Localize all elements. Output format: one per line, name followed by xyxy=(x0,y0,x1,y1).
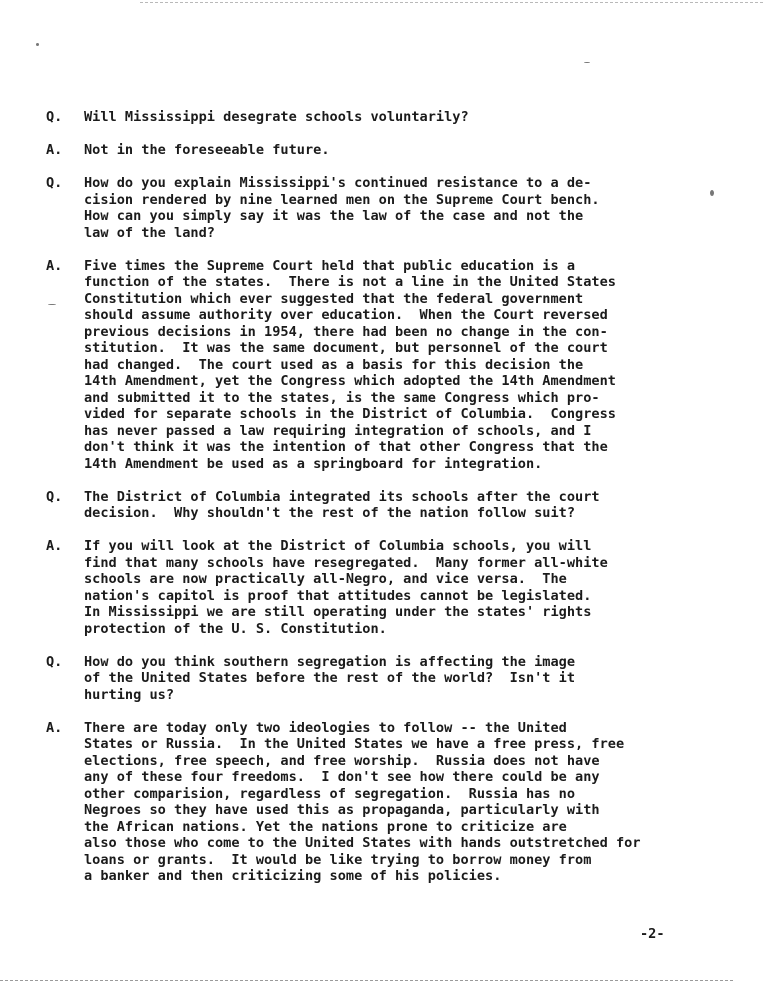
text-line: schools are now practically all-Negro, and vice versa. The xyxy=(84,571,567,587)
text-line: find that many schools have resegregated. Many former all-white xyxy=(84,554,608,571)
text-line: has never passed a law requiring integration of schools, and I xyxy=(84,422,592,439)
bottom-edge-marks xyxy=(0,980,733,981)
text-line: elections, free speech, and free worship. Russia does not have xyxy=(84,752,600,769)
text-line: stitution. It was the same document, but personnel of the court xyxy=(84,340,608,356)
answer-marker: A. xyxy=(46,719,63,736)
top-edge-marks xyxy=(140,2,763,3)
text-line: States or Russia. In the United States we have a free press, free xyxy=(84,736,625,752)
text-line: hurting us? xyxy=(84,686,175,703)
text-line: and submitted it to the states, is the same Congress which pro- xyxy=(84,389,600,406)
answer-marker: A. xyxy=(46,142,63,158)
text-line: Not in the foreseeable future. xyxy=(84,142,330,158)
question-entry xyxy=(46,175,736,241)
text-line: any of these four freedoms. I don't see how there could be any xyxy=(84,769,600,785)
question-entry xyxy=(46,489,736,522)
answer-text xyxy=(84,258,736,473)
question-marker: Q. xyxy=(46,653,63,670)
answer-marker: A. xyxy=(46,538,63,554)
text-line: 14th Amendment, yet the Congress which adopted the 14th Amendment xyxy=(84,373,616,389)
text-line: nation's capitol is proof that attitudes cannot be legislated. xyxy=(84,587,592,604)
text-line: don't think it was the intention of that other Congress that the xyxy=(84,439,608,455)
text-line: How do you think southern segregation is affecting the image xyxy=(84,653,576,670)
question-text xyxy=(84,175,736,241)
answer-entry xyxy=(46,538,736,637)
text-line: cision rendered by nine learned men on the Supreme Court bench. xyxy=(84,191,600,208)
text-line: had changed. The court used as a basis for this decision the xyxy=(84,356,584,373)
text-line: previous decisions in 1954, there had been no change in the con- xyxy=(84,323,608,340)
answer-entry xyxy=(46,258,736,473)
answer-entry xyxy=(46,142,736,159)
answer-text xyxy=(84,720,736,885)
text-line: There are today only two ideologies to follow -- the United xyxy=(84,719,567,736)
text-line: Five times the Supreme Court held that public education is a xyxy=(84,257,576,274)
answer-text xyxy=(84,142,736,159)
text-line: a banker and then criticizing some of his policies. xyxy=(84,868,502,884)
text-line: How can you simply say it was the law of the case and not the xyxy=(84,208,584,224)
question-marker: Q. xyxy=(46,175,63,191)
question-entry xyxy=(46,109,736,126)
text-line: other comparision, regardless of segregation. Russia has no xyxy=(84,785,576,802)
text-line: the African nations. Yet the nations prone to criticize are xyxy=(84,818,567,835)
answer-entry xyxy=(46,720,736,885)
text-line: law of the land? xyxy=(84,224,215,241)
text-line: also those who come to the United States with hands outstretched for xyxy=(84,835,641,851)
answer-marker: A. xyxy=(46,257,63,274)
text-line: function of the states. There is not a line in the United States xyxy=(84,274,616,290)
question-text xyxy=(84,654,736,704)
text-line: How do you explain Mississippi's continued resistance to a de- xyxy=(84,175,592,191)
scan-speck xyxy=(584,62,590,63)
page-number: -2- xyxy=(640,926,665,942)
scan-speck xyxy=(36,43,39,46)
text-line: decision. Why shouldn't the rest of the nation follow suit? xyxy=(84,505,576,521)
text-line: vided for separate schools in the District of Columbia. Congress xyxy=(84,406,616,422)
text-line: protection of the U. S. Constitution. xyxy=(84,620,387,637)
question-text xyxy=(84,109,736,126)
text-line: Will Mississippi desegrate schools voluntarily? xyxy=(84,109,469,125)
text-line: of the United States before the rest of the world? Isn't it xyxy=(84,670,576,686)
question-marker: Q. xyxy=(46,488,63,505)
qa-list xyxy=(46,109,736,901)
text-line: 14th Amendment be used as a springboard for integration. xyxy=(84,455,543,472)
text-line: should assume authority over education. When the Court reversed xyxy=(84,307,608,323)
question-marker: Q. xyxy=(46,109,63,125)
question-entry xyxy=(46,654,736,704)
text-line: Constitution which ever suggested that the federal government xyxy=(84,290,584,307)
question-text xyxy=(84,489,736,522)
text-line: If you will look at the District of Columbia schools, you will xyxy=(84,538,592,554)
text-line: The District of Columbia integrated its schools after the court xyxy=(84,488,600,505)
text-line: Negroes so they have used this as propaganda, particularly with xyxy=(84,802,600,818)
answer-text xyxy=(84,538,736,637)
text-line: In Mississippi we are still operating under the states' rights xyxy=(84,604,592,620)
text-line: loans or grants. It would be like trying to borrow money from xyxy=(84,851,592,868)
